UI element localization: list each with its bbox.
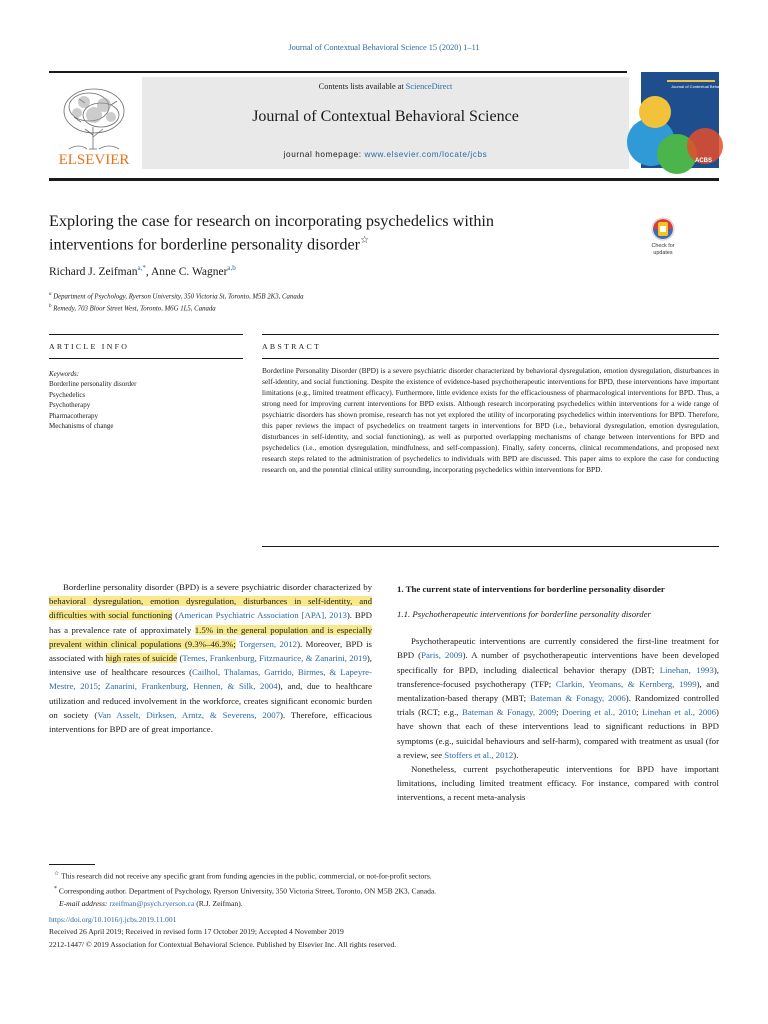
copyright: 2212-1447/ © 2019 Association for Contextual Behavioral Science. Published by Elsevier Inc. All rights reserved. <box>49 939 397 949</box>
body-text: ). <box>513 749 519 760</box>
keyword: Pharmacotherapy <box>49 411 98 420</box>
highlight[interactable]: high rates of suicide <box>105 653 178 664</box>
footnotes <box>54 868 436 910</box>
author-separator: , <box>145 265 151 278</box>
author-affiliation-mark[interactable]: a,b <box>227 264 236 272</box>
body-text: ), transference-focused psychotherapy (TFP; <box>397 664 719 689</box>
body-text: ). Moreover, BPD is associated with <box>49 638 372 664</box>
citation-link[interactable]: Linehan, 1993 <box>659 664 714 675</box>
citation-link[interactable]: Bateman & Fonagy, 2009 <box>461 707 557 718</box>
affiliation-label: a <box>49 292 52 297</box>
publication-info <box>49 914 396 951</box>
contents-prefix: Contents lists available at <box>318 82 406 91</box>
citation-link[interactable]: Stoffers et al., 2012 <box>444 749 514 760</box>
cover-badge: ACBS <box>695 158 713 164</box>
abstract-rule-bottom <box>262 358 719 359</box>
citation-link[interactable]: Doering et al., 2010 <box>562 707 637 718</box>
header-rule <box>49 71 627 73</box>
keyword: Psychedelics <box>49 390 86 399</box>
homepage-link[interactable]: www.elsevier.com/locate/jcbs <box>364 150 488 159</box>
citation-link[interactable]: Clarkin, Yeomans, & Kernberg, 1999 <box>555 678 697 689</box>
keywords-label: Keywords: <box>49 370 80 378</box>
received-dates: Received 26 April 2019; Received in revised form 17 October 2019; Accepted 4 November 2019 <box>49 927 344 937</box>
keywords-block <box>49 369 136 431</box>
crossmark-label-2: updates <box>653 250 673 256</box>
cover-title: Journal of Contextual Behavioral Science <box>671 84 745 89</box>
email-link[interactable]: rzeifman@psych.ryerson.ca <box>109 898 195 908</box>
affiliation-text: Remedy, 703 Bloor Street West, Toronto, M6G 1L5, Canada <box>51 305 216 313</box>
journal-citation[interactable]: Journal of Contextual Behavioral Science 15 (2020) 1–11 <box>288 43 480 52</box>
keyword: Mechanisms of change <box>49 422 114 431</box>
journal-cover[interactable] <box>641 72 745 168</box>
footnote-email <box>54 898 436 910</box>
crossmark-label-1: Check for <box>651 243 675 249</box>
body-right-column <box>397 580 719 805</box>
body-text: ), intensive use of healthcare resources ( <box>49 653 372 678</box>
footnote-mark: ☆ <box>54 871 60 877</box>
abstract-rule-end <box>262 546 719 547</box>
footnote-mark: * <box>54 885 57 892</box>
body-text: ), and, due to healthcare utilization and reduced involvement in the workforce, creates significant economic burden on society ( <box>49 681 372 720</box>
body-text: ; <box>636 707 643 718</box>
affiliation-b <box>49 302 304 314</box>
body-text: Psychotherapeutic interventions are currently considered the first-line treatment for BPD ( <box>397 636 719 661</box>
section-heading: 1. The current state of interventions for borderline personality disorder <box>397 584 665 594</box>
citation-link[interactable]: Torgersen, 2012 <box>238 638 298 649</box>
citation-link[interactable]: Temes, Frankenburg, Fitzmaurice, & Zanarini, 2019 <box>182 653 367 664</box>
abstract-rule-top <box>262 334 719 335</box>
journal-header-box <box>142 77 629 169</box>
footnote-funding <box>54 868 436 883</box>
footnote-corresponding <box>54 883 436 898</box>
keyword: Psychotherapy <box>49 401 91 410</box>
body-text: ( <box>172 610 179 621</box>
body-text: ). Therefore, efficacious interventions for BPD are of great importance. <box>49 709 372 735</box>
body-text: ; <box>97 681 105 692</box>
body-text: ). BPD has a prevalence rate of approximately <box>49 610 372 635</box>
header-rule-thick <box>49 178 719 181</box>
journal-homepage <box>142 150 629 159</box>
email-label: E-mail address: <box>59 898 110 908</box>
abstract-text: Borderline Personality Disorder (BPD) is a severe psychiatric disorder characterized by behavioral dysregulation, emotion dysregulation, disturbances in self-identity, and social functioning. Despite the existence of evidence-based psychotherapeutic interventions for BPD, these interventions have important limitations (e.g., limited treatment efficacy). Furthermore, little evidence exists for the efficaciousness of pharmacological interventions for BPD. Thus, a strong need for improving current interventions for BPD exists. Although research incorporating psychedelics within interventions for a wide range of psychiatric disorders has shown promise, research has not yet explored the utility of incorporating psychedelics within interventions for BPD. Therefore, this paper reviews the impact of psychedelics on treatment targets in interventions for BPD (i.e., behavioral dysregulation, emotion dysregulation, disturbances in self-identity, and social functioning), as well as purported overlapping mechanisms of change between interventions for BPD and psychedelics (i.e., emotion dysregulation, mindfulness, and self-compassion). Finally, safety concerns, clinical recommendations, and proposed next research steps related to the administration of psychedelics to individuals with BPD are discussed. This paper aims to explore the case for conducting research on, and the potential clinical utility surrounding, incorporating psychedelics within interventions for BPD. <box>262 366 719 474</box>
journal-cover-image <box>641 72 745 168</box>
title-line-2: interventions for borderline personality disorder <box>49 235 361 254</box>
highlight[interactable]: behavioral dysregulation, emotion dysregulation, disturbances in self-identity, and difficulties with social functioning <box>49 596 372 621</box>
citation-link[interactable]: Cailhol, Thalamas, Garrido, Birmes, & Lapeyre-Mestre, 2015 <box>49 667 372 692</box>
body-text: ), and mentalization-based therapy (MBT; <box>397 678 719 704</box>
body-text: ( <box>177 653 183 664</box>
footnote-text: This research did not receive any specific grant from funding agencies in the public, commercial, or not-for-profit sectors. <box>59 871 432 881</box>
body-text: ). A number of psychotherapeutic interventions have been developed specifically for BPD, including dialectical behavior therapy (DBT; <box>397 650 720 675</box>
body-text: ; <box>556 707 563 718</box>
author-name: Anne C. Wagner <box>150 265 228 278</box>
contents-line <box>142 82 629 91</box>
doi-link[interactable]: https://doi.org/10.1016/j.jcbs.2019.11.001 <box>49 915 177 924</box>
subsection-heading: 1.1. Psychotherapeutic interventions for borderline personality disorder <box>397 609 651 619</box>
affiliation-a <box>49 290 304 302</box>
info-rule-top <box>49 334 243 335</box>
citation-link[interactable]: Paris, 2009 <box>421 650 463 661</box>
affiliation-text: Department of Psychology, Ryerson University, 350 Victoria St, Toronto, M5B 2K3, Canada <box>51 293 304 301</box>
body-paragraph <box>397 634 719 762</box>
crossmark-button[interactable] <box>646 216 680 258</box>
article-title <box>49 211 609 254</box>
affiliation-label: b <box>49 304 52 310</box>
footnote-text: Corresponding author. Department of Psychology, Ryerson University, 350 Victoria Street, Toronto, ON M5B 2K3, Canada. <box>57 886 437 896</box>
body-paragraph: Nonetheless, current psychotherapeutic interventions for BPD have important limitations, including limited treatment efficacy. For instance, compared with control interventions, a recent meta-analysis <box>397 764 719 803</box>
elsevier-tree-icon <box>49 77 139 169</box>
intro-paragraph <box>49 580 372 736</box>
footnote-rule <box>49 864 95 865</box>
email-suffix: (R.J. Zeifman). <box>194 898 243 908</box>
article-info-heading: ARTICLE INFO <box>49 342 130 351</box>
author-list <box>49 264 236 278</box>
citation-link[interactable]: Zanarini, Frankenburg, Hennen, & Silk, 2004 <box>105 681 278 692</box>
keyword: Borderline personality disorder <box>49 380 137 389</box>
citation-link[interactable]: American Psychiatric Association [APA], 2013 <box>178 610 347 621</box>
journal-title: Journal of Contextual Behavioral Science <box>252 108 519 125</box>
citation-link[interactable]: Van Asselt, Dirksen, Arntz, & Severens, 2007 <box>97 709 281 720</box>
highlight[interactable]: 1.5% in the general population and is especially prevalent within clinical populations (9.3%–46.3%; <box>49 624 372 649</box>
body-text: Borderline personality disorder (BPD) is a severe psychiatric disorder characterized by <box>63 582 372 592</box>
title-line-1: Exploring the case for research on incorporating psychedelics within <box>49 212 495 230</box>
abstract-heading: ABSTRACT <box>262 342 322 351</box>
author-affiliation-mark[interactable]: a,* <box>137 264 146 272</box>
crossmark-icon <box>646 216 680 258</box>
body-left-column <box>49 580 372 736</box>
citation-link[interactable]: Linehan et al., 2006 <box>642 707 717 718</box>
author-name: Richard J. Zeifman <box>49 265 138 278</box>
homepage-label: journal homepage: <box>283 150 365 159</box>
body-text: ). Randomized controlled trials (RCT; e.g., <box>397 693 719 718</box>
sciencedirect-link[interactable]: ScienceDirect <box>405 82 453 91</box>
elsevier-logo[interactable] <box>49 77 139 169</box>
publisher-wordmark: ELSEVIER <box>58 152 130 168</box>
citation-link[interactable]: Bateman & Fonagy, 2006 <box>530 693 626 704</box>
info-rule-bottom <box>49 358 243 359</box>
title-footnote-mark[interactable]: ☆ <box>360 235 370 246</box>
affiliations <box>49 290 304 315</box>
body-text: ) have shown that each of these interventions lead to significant reductions in BPD symptoms (e.g., suicidal behaviours and self-harm), compared with treatment as usual (for a review, see <box>397 707 719 760</box>
